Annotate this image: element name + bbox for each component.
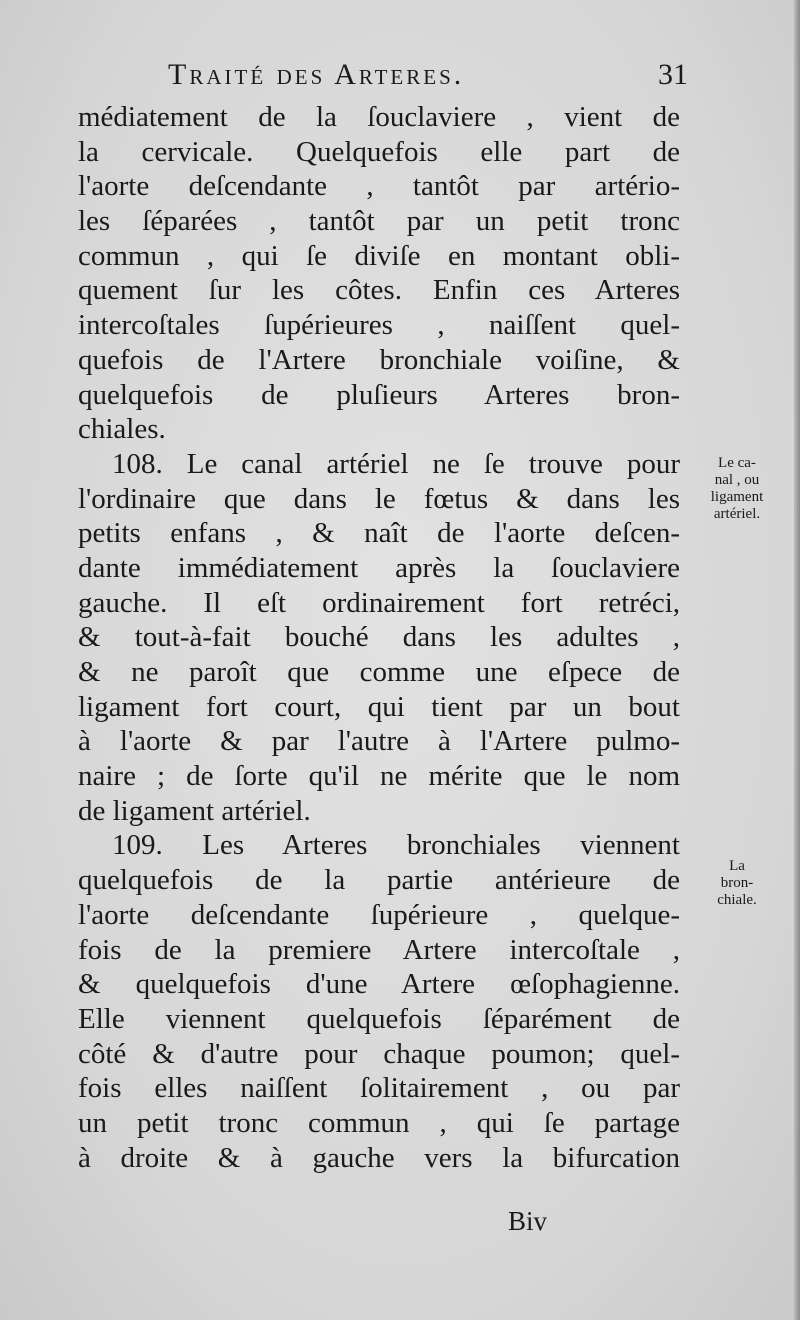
page-number: 31 [658,58,688,91]
paragraph-109-start: 109. Les Arteres bronchiales viennent [112,829,680,862]
text-line: l'aorte deſcendante ſupérieure , quelque- [78,898,680,931]
text-line: à l'aorte & par l'autre à l'Artere pulmo- [78,725,680,758]
page-header [168,58,688,98]
text-line: chiales. [78,413,166,446]
sidenote-canal [678,455,796,523]
signature-mark: Biv [508,1206,548,1236]
text-line: l'ordinaire que dans le fœtus & dans les [78,482,680,515]
sidenote-line: ligament [710,489,764,505]
text-line: l'aorte deſcendante , tantôt par artério- [78,170,680,203]
text-line: côté & d'autre pour chaque poumon; quel- [78,1037,680,1070]
text-line: médiatement de la ſouclaviere , vient de [78,101,680,133]
text-line: un petit tronc commun , qui ſe partage [78,1106,680,1139]
text-line: & quelquefois d'une Artere œſophagienne. [78,968,680,1001]
sidenote-line: chiale. [717,892,757,908]
text-line: fois de la premiere Artere intercoſtale , [78,933,680,966]
text-line: petits enfans , & naît de l'aorte deſcen- [78,517,680,550]
text-line: fois elles naiſſent ſolitairement , ou par [78,1072,680,1105]
text-line: naire ; de ſorte qu'il ne mérite que le nom [78,760,680,793]
sidenote-bronchiale [678,858,796,909]
text-line: Elle viennent quelquefois ſéparément de [78,1002,680,1035]
sidenote-line: nal , ou [714,472,760,488]
sidenote-line: bron- [720,875,754,891]
text-line: à droite & à gauche vers la bifurcation [78,1141,680,1174]
sidenote-line: La [729,858,745,874]
text-line: quement ſur les côtes. Enfin ces Arteres [78,274,680,307]
sidenote-line: Le ca- [718,455,756,471]
text-line: dante immédiatement après la ſouclaviere [78,551,680,584]
paragraph-108-start: 108. Le canal artériel ne ſe trouve pour [112,447,680,480]
text-line: & ne paroît que comme une eſpece de [78,656,680,688]
text-line: les ſéparées , tantôt par un petit tronc [78,205,680,238]
text-line: ligament fort court, qui tient par un bout [78,690,680,723]
text-line: commun , qui ſe diviſe en montant obli- [78,239,680,272]
text-line: & tout-à-fait bouché dans les adultes , [78,621,680,654]
text-line: quelquefois de la partie antérieure de [78,864,680,897]
text-line: quelquefois de pluſieurs Arteres bron- [78,378,680,411]
text-line: la cervicale. Quelquefois elle part de [78,135,680,168]
body-text [78,100,680,1175]
running-title: Traité des Arteres. [168,58,465,91]
text-line: gauche. Il eſt ordinairement fort retréci, [78,586,680,619]
sidenote-line: artériel. [713,506,761,522]
text-line: intercoſtales ſupérieures , naiſſent quel- [78,309,680,342]
page-edge [794,0,800,1320]
text-line: de ligament artériel. [78,794,311,827]
text-line: quefois de l'Artere bronchiale voiſine, & [78,343,680,376]
